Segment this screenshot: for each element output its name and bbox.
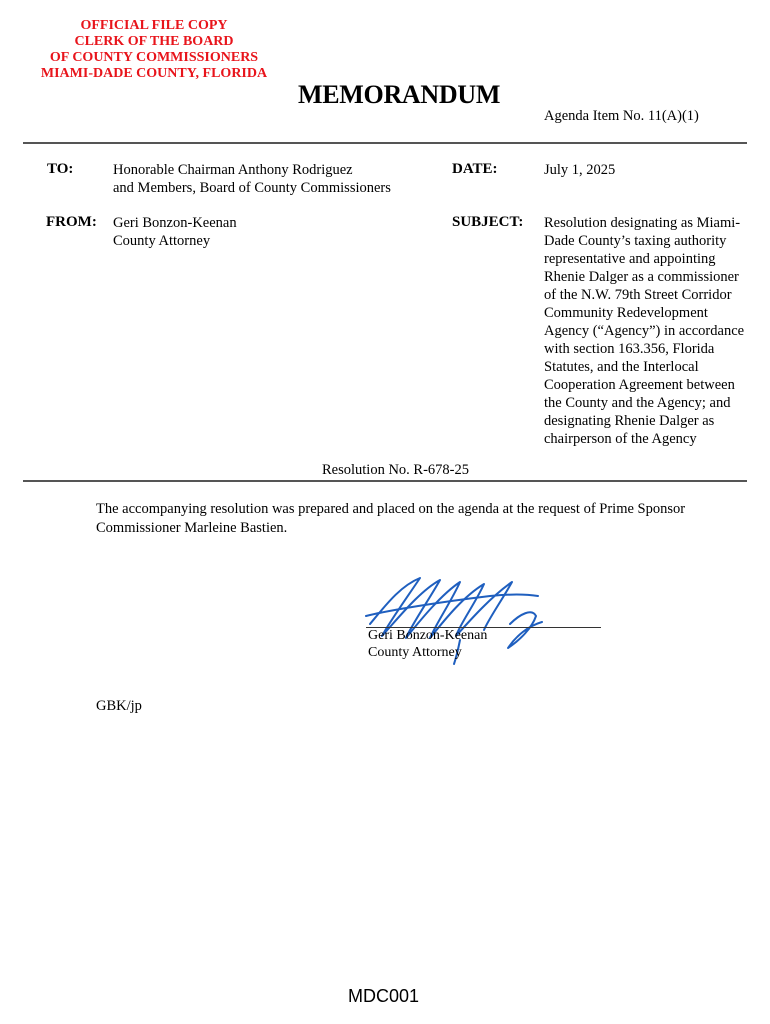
body-divider <box>23 480 747 482</box>
from-sender <box>113 214 237 250</box>
memo-title: MEMORANDUM <box>298 80 501 109</box>
typist-initials: GBK/jp <box>96 698 142 714</box>
to-recipient <box>113 161 433 197</box>
signer-title: County Attorney <box>368 645 462 660</box>
subject-text: Resolution designating as Miami-Dade County’s taxing authority representative and appointing Rhenie Dalger as a commissioner of the N.W. 79th Street Corridor Community Redevelopment Agency (“Agency”) in accordance with section 163.356, Florida Statutes, and the Interlocal Cooperation Agreement between the County and the Agency; and designating Rhenie Dalger as chairperson of the Agency <box>544 215 745 447</box>
memo-body: The accompanying resolution was prepared and placed on the agenda at the request of Prime Sponsor Commissioner Marleine Bastien. <box>96 501 686 536</box>
subject-label: SUBJECT: <box>452 214 524 230</box>
resolution-number: Resolution No. R-678-25 <box>322 462 470 478</box>
from-line: County Attorney <box>113 233 211 249</box>
stamp-line: OFFICIAL FILE COPY <box>80 18 228 33</box>
stamp-line: OF COUNTY COMMISSIONERS <box>49 50 259 65</box>
to-label: TO: <box>47 161 74 177</box>
from-label: FROM: <box>46 214 97 230</box>
stamp-line: MIAMI-DADE COUNTY, FLORIDA <box>40 66 268 81</box>
official-file-copy-stamp <box>20 18 288 82</box>
stamp-line: CLERK OF THE BOARD <box>74 34 234 49</box>
to-line: Honorable Chairman Anthony Rodriguez <box>113 162 353 178</box>
to-line: and Members, Board of County Commissioners <box>113 180 391 196</box>
date-label: DATE: <box>452 161 498 177</box>
header-divider <box>23 142 747 144</box>
from-line: Geri Bonzon-Keenan <box>113 215 237 231</box>
agenda-item-number: Agenda Item No. 11(A)(1) <box>544 108 699 124</box>
date-value: July 1, 2025 <box>544 162 616 178</box>
page-footer-code: MDC001 <box>348 986 420 1006</box>
signer-name: Geri Bonzon-Keenan <box>368 628 488 643</box>
